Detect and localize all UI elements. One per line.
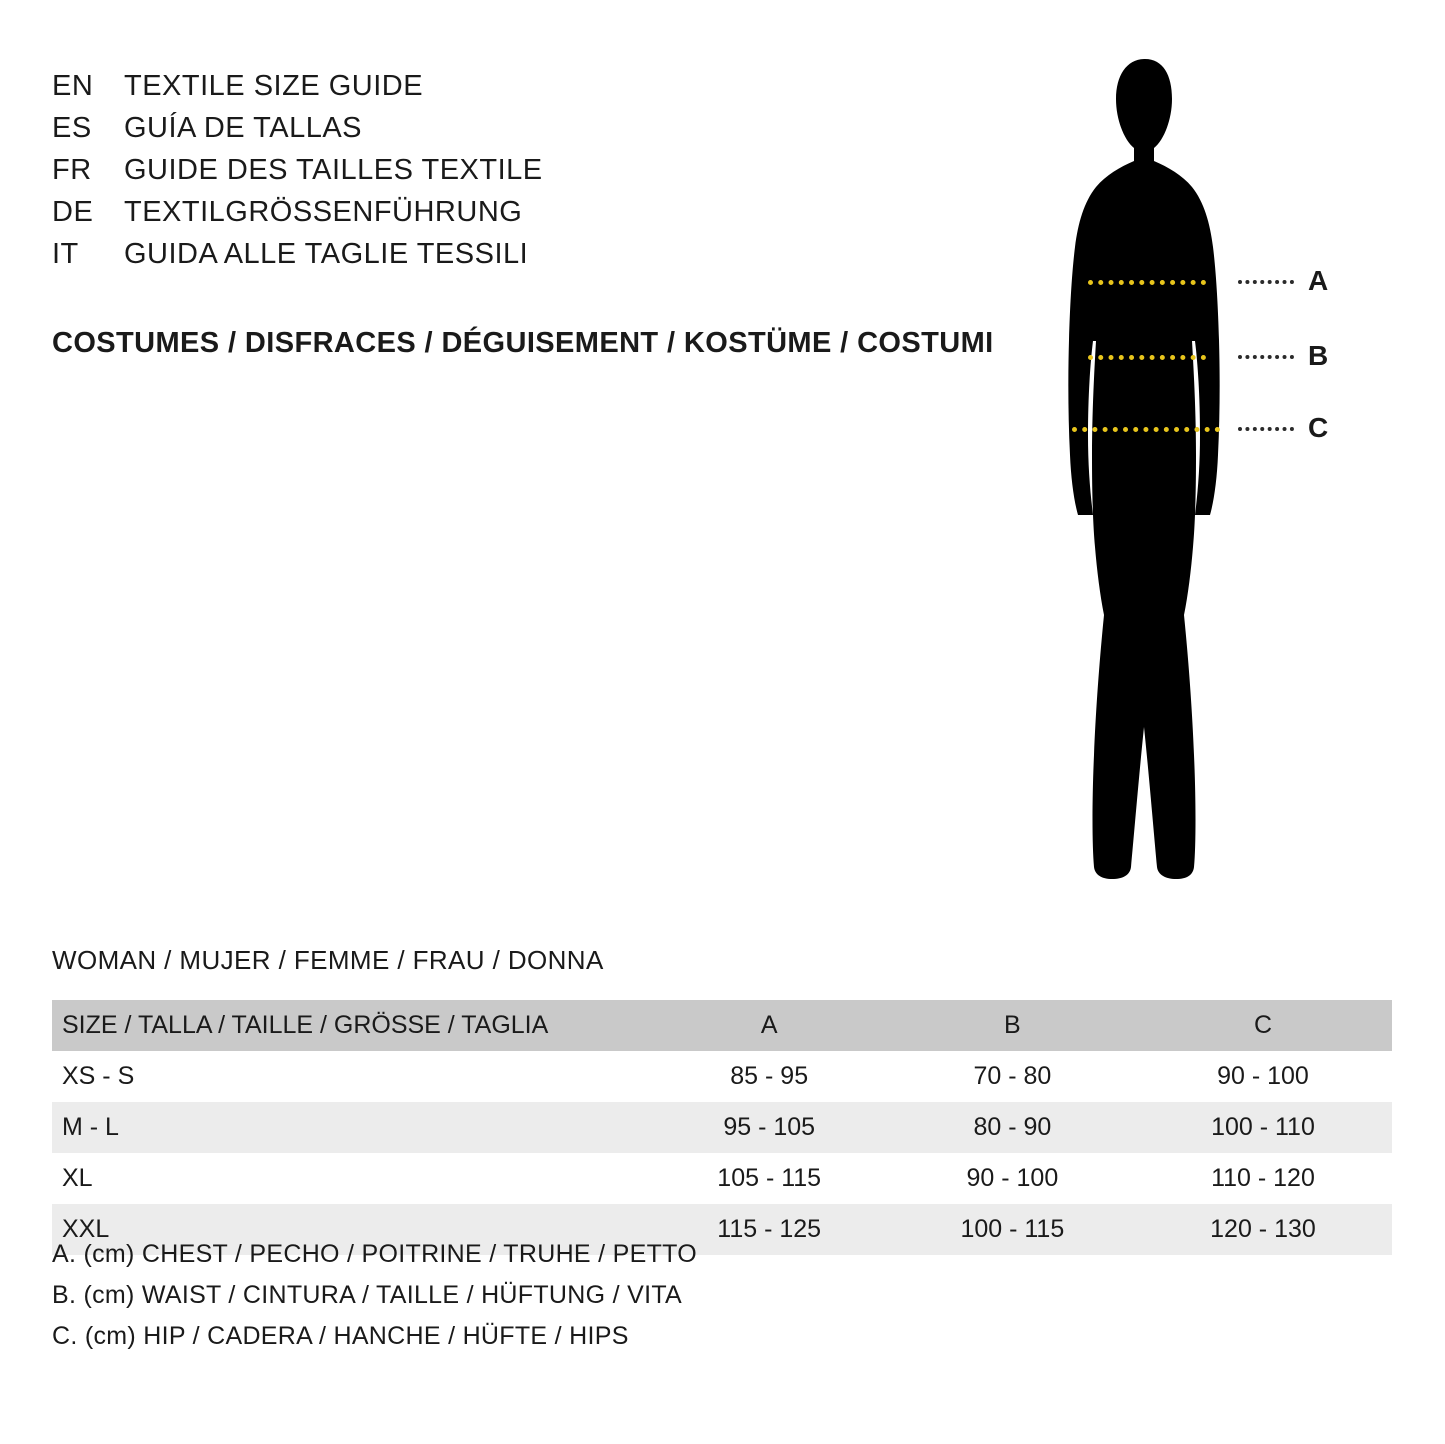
cell-c: 120 - 130 bbox=[1210, 1215, 1316, 1243]
table-row bbox=[52, 1153, 1392, 1204]
legend bbox=[52, 1240, 697, 1363]
cell-a: 115 - 125 bbox=[717, 1215, 822, 1243]
legend-line-c: C. (cm) HIP / CADERA / HANCHE / HÜFTE / HIPS bbox=[52, 1322, 629, 1350]
legend-line-b: B. (cm) WAIST / CINTURA / TAILLE / HÜFTUNG / VITA bbox=[52, 1281, 683, 1309]
marker-label-b: B bbox=[1308, 340, 1329, 371]
language-row-it bbox=[52, 238, 543, 280]
language-text-es: GUÍA DE TALLAS bbox=[124, 112, 363, 144]
language-text-it: GUIDA ALLE TAGLIE TESSILI bbox=[124, 238, 529, 270]
cell-b: 100 - 115 bbox=[960, 1215, 1065, 1243]
cell-b: 80 - 90 bbox=[973, 1113, 1052, 1141]
column-header-c: C bbox=[1253, 1011, 1272, 1039]
measure-line-hip bbox=[1072, 427, 1220, 432]
column-header-size: SIZE / TALLA / TAILLE / GRÖSSE / TAGLIA bbox=[62, 1011, 549, 1039]
table-row bbox=[52, 1051, 1392, 1102]
cell-c: 90 - 100 bbox=[1217, 1062, 1309, 1090]
leader-line-b bbox=[1238, 355, 1294, 359]
cell-size: XL bbox=[62, 1164, 93, 1192]
marker-label-c: C bbox=[1308, 412, 1329, 443]
cell-a: 85 - 95 bbox=[730, 1062, 809, 1090]
table-header-row bbox=[52, 1000, 1392, 1051]
column-header-b: B bbox=[1004, 1011, 1021, 1039]
cell-a: 95 - 105 bbox=[723, 1113, 816, 1141]
language-code-en: EN bbox=[52, 70, 94, 102]
language-code-de: DE bbox=[52, 196, 94, 228]
language-row-de bbox=[52, 196, 543, 238]
language-text-fr: GUIDE DES TAILLES TEXTILE bbox=[124, 154, 543, 186]
language-text-de: TEXTILGRÖSSENFÜHRUNG bbox=[124, 196, 523, 228]
language-code-it: IT bbox=[52, 238, 79, 270]
language-row-es bbox=[52, 112, 543, 154]
language-code-es: ES bbox=[52, 112, 92, 144]
language-list bbox=[52, 70, 543, 280]
language-text-en: TEXTILE SIZE GUIDE bbox=[124, 70, 424, 102]
marker-label-a: A bbox=[1308, 265, 1329, 296]
cell-c: 110 - 120 bbox=[1211, 1164, 1315, 1192]
cell-a: 105 - 115 bbox=[717, 1164, 822, 1192]
figure-illustration bbox=[1010, 55, 1410, 895]
measure-line-waist bbox=[1088, 355, 1206, 360]
table-section-title: WOMAN / MUJER / FEMME / FRAU / DONNA bbox=[52, 945, 604, 975]
table-row bbox=[52, 1102, 1392, 1153]
cell-size: XXL bbox=[62, 1215, 110, 1243]
woman-silhouette-icon bbox=[1030, 55, 1260, 885]
language-code-fr: FR bbox=[52, 154, 92, 186]
column-header-a: A bbox=[760, 1011, 778, 1039]
legend-line-a: A. (cm) CHEST / PECHO / POITRINE / TRUHE / PETTO bbox=[52, 1240, 698, 1268]
cell-size: M - L bbox=[62, 1113, 119, 1141]
cell-size: XS - S bbox=[62, 1062, 135, 1090]
leader-line-c bbox=[1238, 427, 1294, 431]
cell-b: 70 - 80 bbox=[973, 1062, 1052, 1090]
language-row-fr bbox=[52, 154, 543, 196]
cell-b: 90 - 100 bbox=[966, 1164, 1059, 1192]
cell-c: 100 - 110 bbox=[1211, 1113, 1315, 1141]
leader-line-a bbox=[1238, 280, 1294, 284]
language-row-en bbox=[52, 70, 543, 112]
measure-line-chest bbox=[1088, 280, 1206, 285]
size-table bbox=[52, 1000, 1392, 1255]
page-subtitle: COSTUMES / DISFRACES / DÉGUISEMENT / KOSTÜME / COSTUMI bbox=[52, 327, 994, 359]
